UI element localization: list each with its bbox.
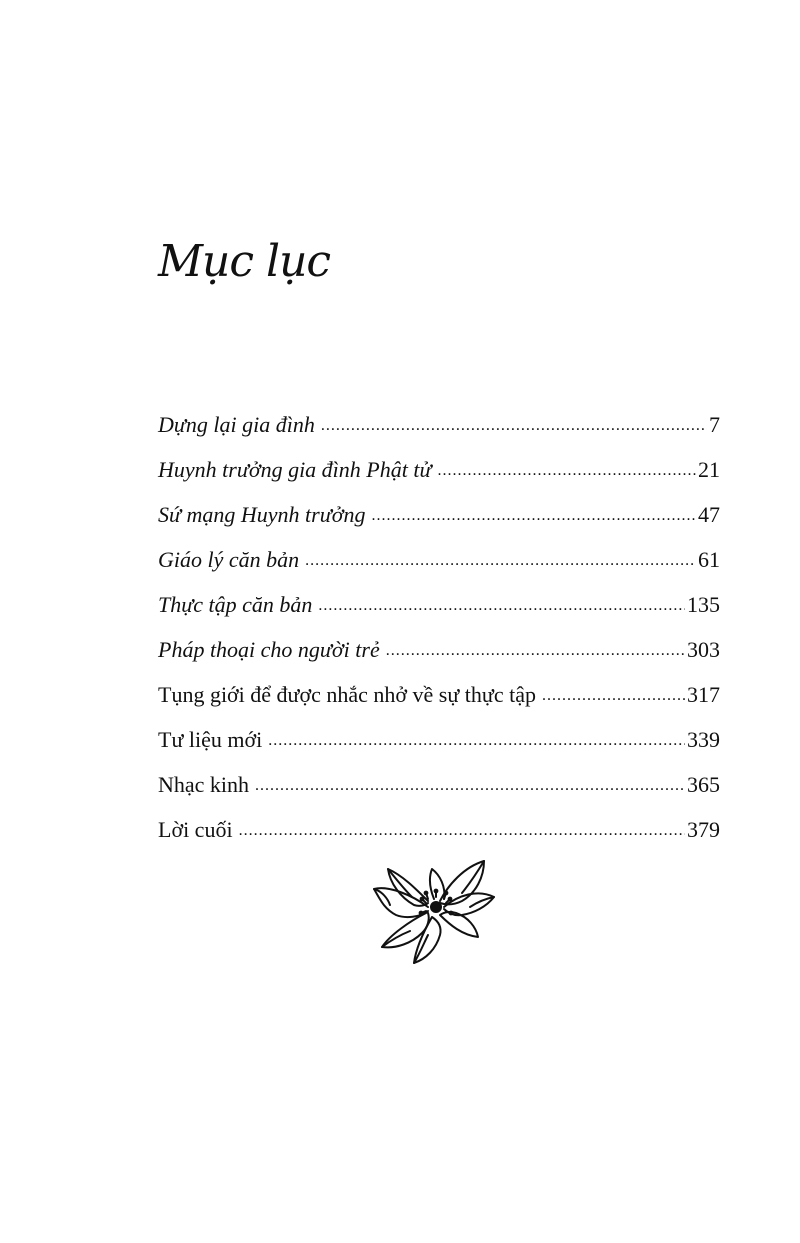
toc-entry-title: Nhạc kinh (158, 772, 250, 797)
toc-entry[interactable] (158, 672, 720, 717)
toc-entry[interactable] (158, 762, 720, 807)
dot-leader (321, 403, 707, 448)
toc-entry-title: Huynh trưởng gia đình Phật tử (158, 457, 432, 482)
toc-entry-title: Giáo lý căn bản (158, 547, 300, 572)
toc-entry-page: 365 (687, 772, 720, 797)
toc-entry-title: Tư liệu mới (158, 727, 263, 752)
toc-entry-title: Thực tập căn bản (158, 592, 313, 617)
dot-leader (371, 493, 696, 538)
dot-leader (305, 538, 696, 583)
dot-leader (318, 583, 685, 628)
toc-entry[interactable] (158, 627, 720, 672)
toc-entry-page: 339 (687, 727, 720, 752)
toc-entry-page: 379 (687, 817, 720, 842)
toc-entry-title: Lời cuối (158, 817, 233, 842)
toc-entry-page: 61 (698, 547, 720, 572)
page-title: Mục lục (158, 236, 331, 287)
toc-entry[interactable] (158, 717, 720, 762)
dot-leader (542, 673, 685, 718)
toc-entry-page: 135 (687, 592, 720, 617)
toc-entry-page: 7 (709, 412, 720, 437)
toc-entry-title: Pháp thoại cho người trẻ (158, 637, 380, 662)
toc-entry-title: Sứ mạng Huynh trưởng (158, 502, 366, 527)
dot-leader (268, 718, 685, 763)
dot-leader (239, 808, 685, 853)
toc-entry-title: Dựng lại gia đình (158, 412, 315, 437)
toc-entry-title: Tụng giới để được nhắc nhở về sự thực tập (158, 682, 536, 707)
toc-entry[interactable] (158, 447, 720, 492)
lotus-flower-icon (366, 855, 502, 967)
toc-entry[interactable] (158, 582, 720, 627)
dot-leader (255, 763, 685, 808)
toc-entry-page: 303 (687, 637, 720, 662)
toc-entry[interactable] (158, 807, 720, 852)
dot-leader (386, 628, 685, 673)
toc-entry-page: 47 (698, 502, 720, 527)
dot-leader (437, 448, 696, 493)
table-of-contents (158, 402, 720, 852)
toc-entry[interactable] (158, 537, 720, 582)
toc-entry[interactable] (158, 492, 720, 537)
toc-entry-page: 21 (698, 457, 720, 482)
toc-entry-page: 317 (687, 682, 720, 707)
toc-entry[interactable] (158, 402, 720, 447)
